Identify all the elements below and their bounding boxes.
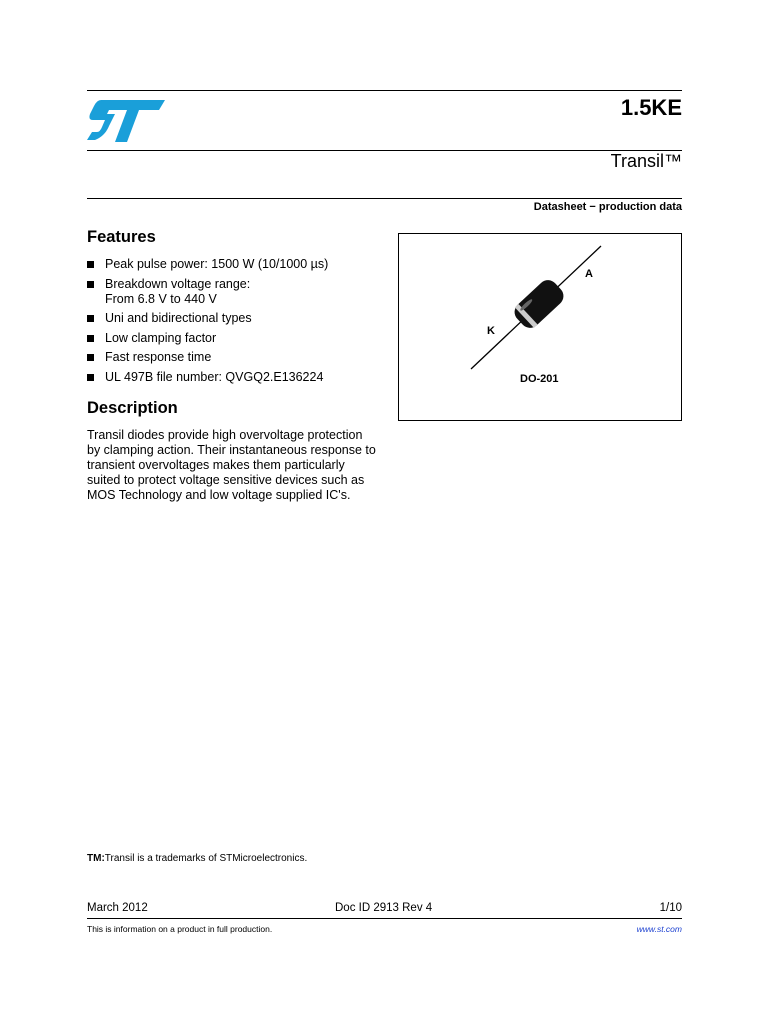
package-figure — [398, 233, 682, 421]
features-heading: Features — [87, 228, 156, 246]
part-number: 1.5KE — [620, 95, 682, 120]
features-list — [87, 257, 377, 389]
description-heading: Description — [87, 399, 178, 417]
product-name: Transil™ — [610, 151, 682, 171]
trademark-prefix: TM: — [87, 853, 105, 864]
list-item: Breakdown voltage range: From 6.8 V to 440 V — [87, 277, 377, 307]
list-item: Uni and bidirectional types — [87, 311, 377, 326]
list-item: Low clamping factor — [87, 331, 377, 346]
list-item: Fast response time — [87, 350, 377, 365]
header-bottom-rule — [87, 198, 682, 199]
list-item: UL 497B file number: QVGQ2.E136224 — [87, 370, 377, 385]
cathode-label: K — [487, 325, 495, 337]
datasheet-label: Datasheet − production data — [533, 201, 682, 213]
header-middle-rule — [87, 150, 682, 151]
bullet-icon — [87, 281, 94, 288]
bullet-icon — [87, 354, 94, 361]
package-label: DO-201 — [520, 373, 559, 385]
description-text: Transil diodes provide high overvoltage protection by clamping action. Their instantaneous response to transient overvoltages makes them particularly suited to protect voltage sensitive devices such as MOS Technology and low voltage supplied IC's. — [87, 428, 376, 502]
footer-rule — [87, 918, 682, 919]
list-item: Peak pulse power: 1500 W (10/1000 µs) — [87, 257, 377, 272]
footer-date: March 2012 — [87, 902, 148, 914]
footer-production-note: This is information on a product in full production. — [87, 924, 273, 934]
diode-drawing-icon — [399, 234, 681, 420]
header-top-rule — [87, 90, 682, 91]
anode-label: A — [585, 268, 593, 280]
footer-doc-id: Doc ID 2913 Rev 4 — [335, 902, 433, 914]
website-link[interactable]: www.st.com — [636, 924, 682, 934]
trademark-note — [87, 853, 307, 864]
bullet-icon — [87, 261, 94, 268]
trademark-text: Transil is a trademarks of STMicroelectronics. — [104, 853, 308, 864]
footer-page-number: 1/10 — [659, 902, 682, 914]
bullet-icon — [87, 335, 94, 342]
st-logo — [87, 96, 167, 146]
bullet-icon — [87, 374, 94, 381]
bullet-icon — [87, 315, 94, 322]
